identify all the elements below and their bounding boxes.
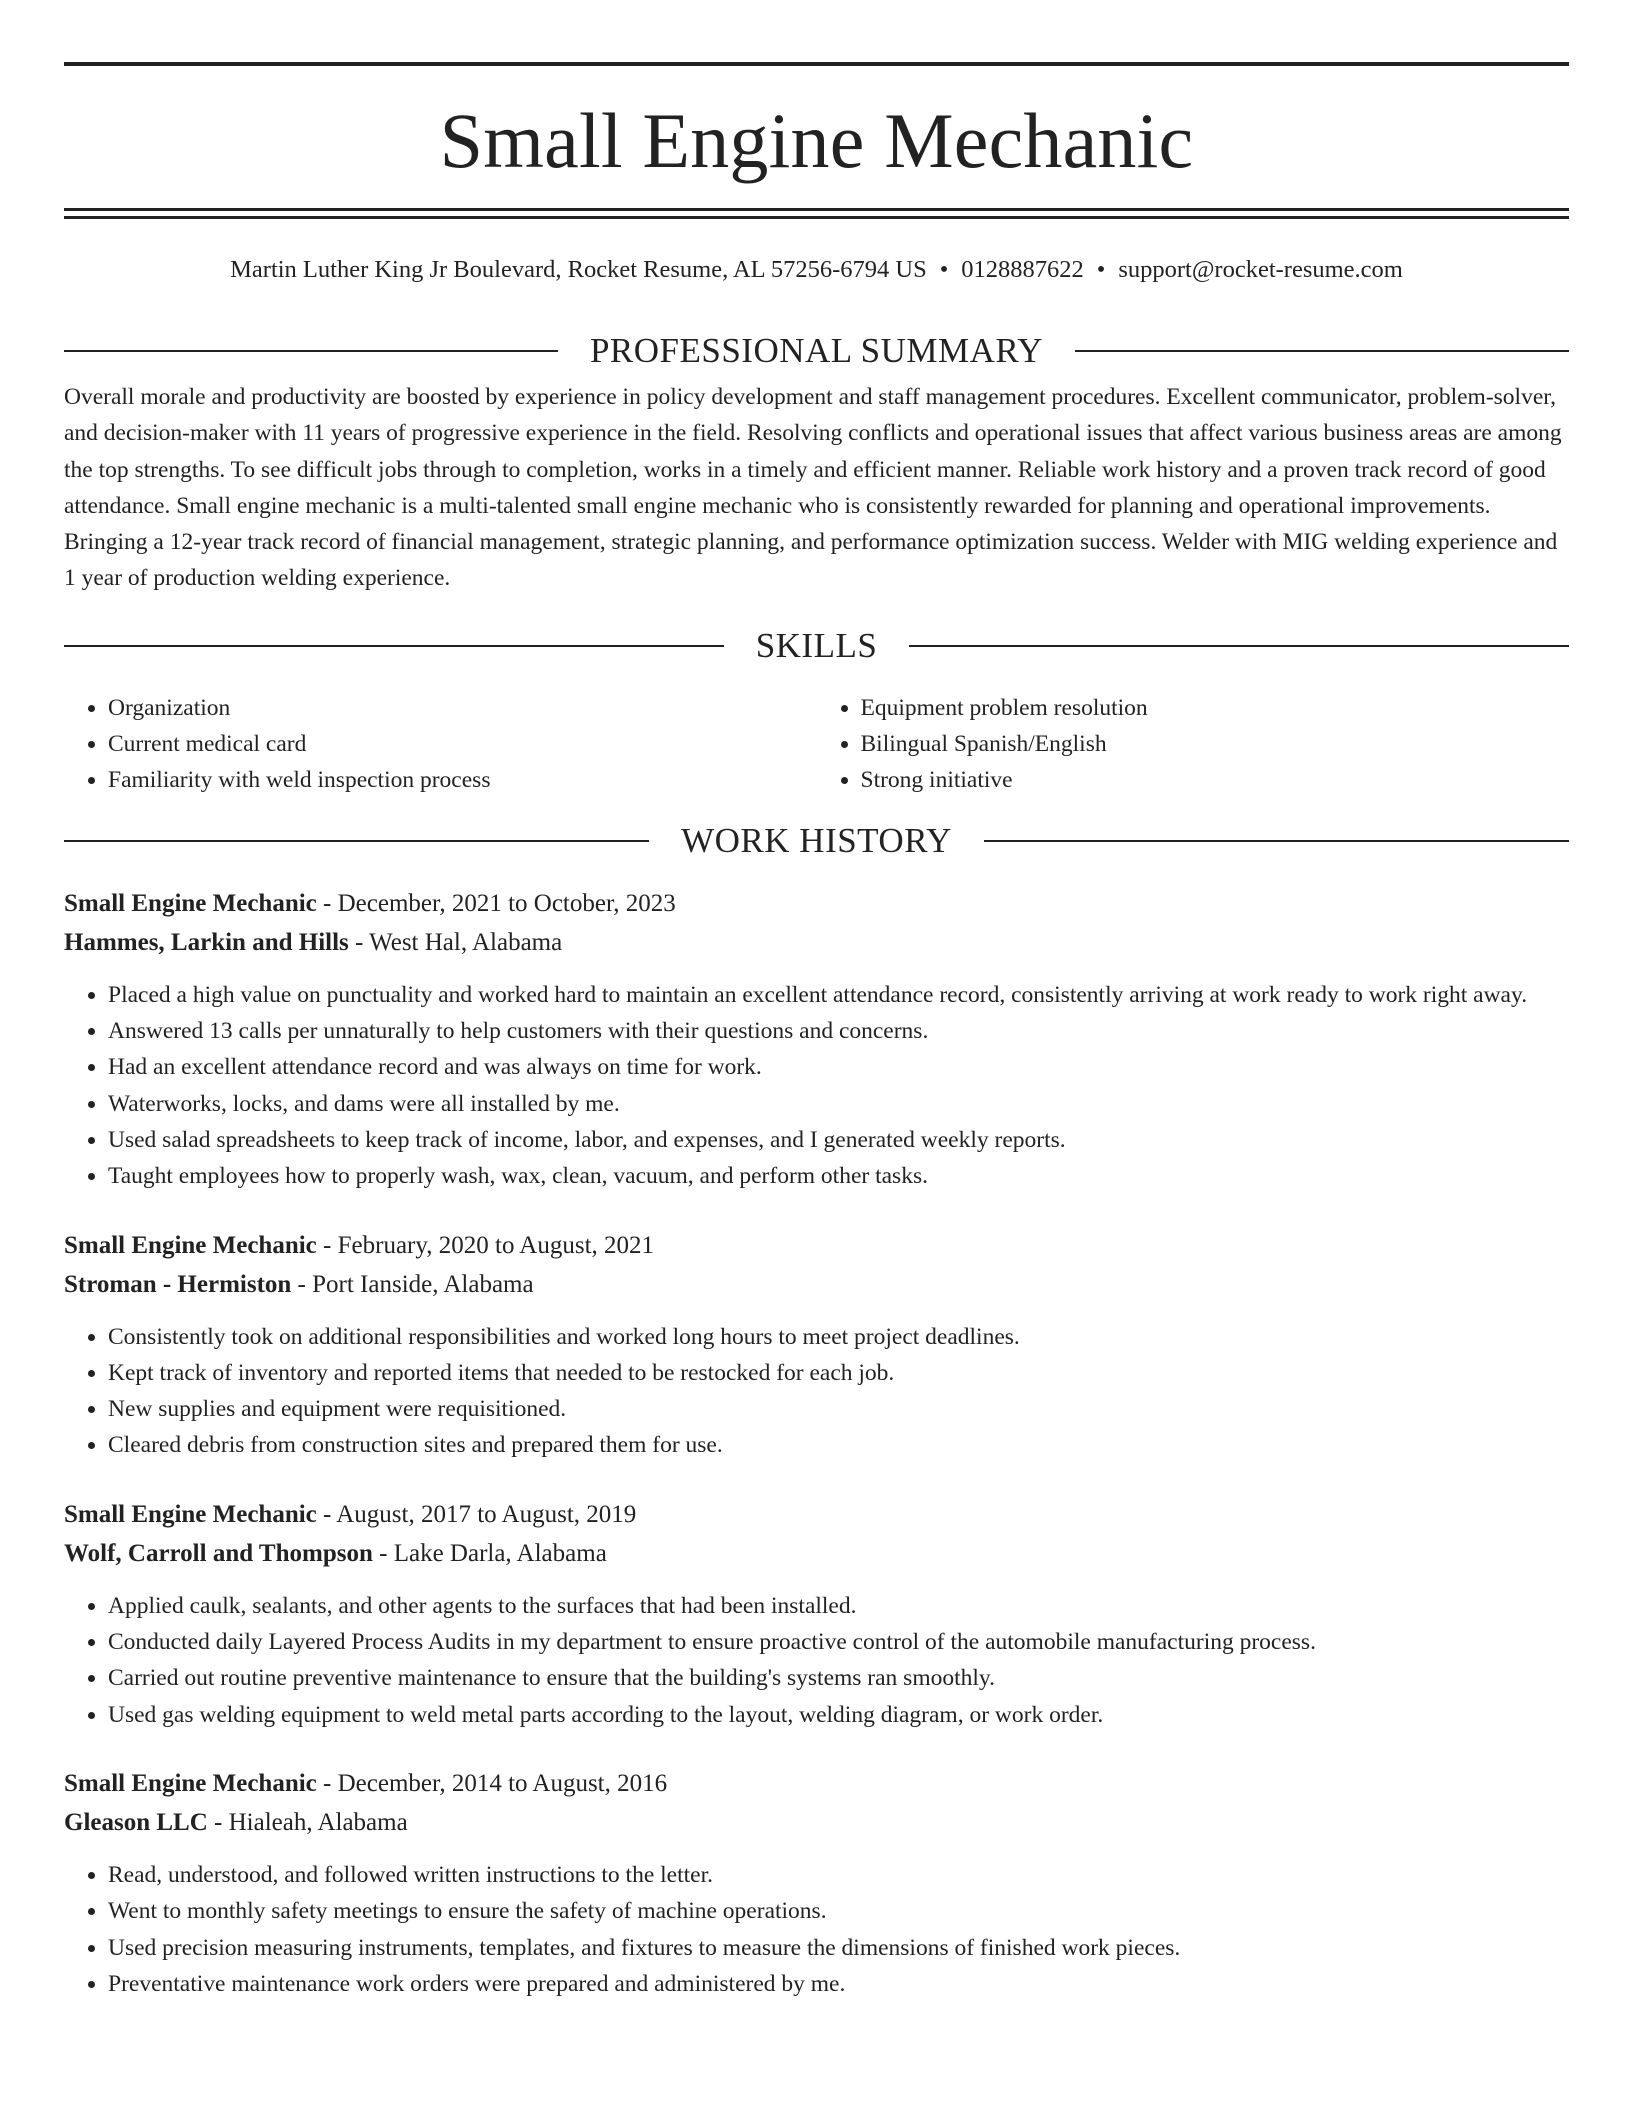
job-dates: - August, 2017 to August, 2019 (316, 1500, 637, 1528)
job-title-line (64, 1764, 1569, 1803)
job-bullet: • Went to monthly safety meetings to ensure the safety of machine operations. (108, 1893, 1569, 1929)
job-company: Hammes, Larkin and Hills (64, 928, 349, 956)
section-title-skills: SKILLS (755, 625, 878, 665)
job-location: - Lake Darla, Alabama (372, 1539, 607, 1567)
summary-text: Overall morale and productivity are boosted by experience in policy development and staff management procedures. Excellent communicator, problem-solver, and decision-maker with 11 years of progressive experience in the field. Resolving conflicts and operational issues that affect various business areas are among the top strengths. To see difficult jobs through to completion, works in a timely and efficient manner. Reliable work history and a proven track record of good attendance. Small engine mechanic is a multi-talented small engine mechanic who is consistently rewarded for planning and operational improvements. Bringing a 12-year track record of financial management, strategic planning, and performance optimization success. Welder with MIG welding experience and 1 year of production welding experience. (64, 384, 1562, 592)
skills-column-right (817, 690, 1570, 798)
top-rule (64, 62, 1569, 66)
section-heading-summary (64, 331, 1569, 371)
job-bullet: • Taught employees how to properly wash, wax, clean, vacuum, and perform other tasks. (108, 1158, 1569, 1194)
job-company-line (64, 1803, 1569, 1842)
job-company-line (64, 1534, 1569, 1573)
job-dates: - February, 2020 to August, 2021 (316, 1231, 655, 1259)
job-bullet: • Placed a high value on punctuality and worked hard to maintain an excellent attendance record, consistently arriving at work ready to work right away. (108, 977, 1569, 1013)
section-heading-work-history (64, 821, 1569, 861)
heading-rule (984, 840, 1569, 842)
job-bullet: • Applied caulk, sealants, and other agents to the surfaces that had been installed. (108, 1588, 1569, 1624)
job-entry (64, 1495, 1569, 1733)
job-title-line (64, 884, 1569, 923)
skills-column-left (64, 690, 817, 798)
job-bullets (64, 1857, 1569, 2002)
job-bullets (64, 1588, 1569, 1733)
job-bullet: • Waterworks, locks, and dams were all installed by me. (108, 1086, 1569, 1122)
job-dates: - December, 2014 to August, 2016 (316, 1769, 668, 1797)
contact-separator: • (1096, 256, 1106, 283)
skill-item: • Equipment problem resolution (861, 690, 1570, 726)
job-location: - Port Ianside, Alabama (291, 1270, 534, 1298)
job-title: Small Engine Mechanic (64, 889, 317, 917)
job-company: Wolf, Carroll and Thompson (64, 1539, 373, 1567)
heading-rule (64, 840, 649, 842)
job-bullets (64, 977, 1569, 1195)
contact-separator: • (939, 256, 949, 283)
section-title-summary: PROFESSIONAL SUMMARY (589, 331, 1044, 370)
job-title: Small Engine Mechanic (64, 1231, 317, 1259)
job-location: - West Hal, Alabama (348, 928, 563, 956)
job-company: Stroman - Hermiston (64, 1270, 292, 1298)
section-heading-skills (64, 626, 1569, 666)
contact-line (64, 255, 1569, 285)
job-title: Small Engine Mechanic (64, 1500, 317, 1528)
contact-address: Martin Luther King Jr Boulevard, Rocket Resume, AL 57256-6794 US (230, 256, 927, 283)
skill-item: • Bilingual Spanish/English (861, 726, 1570, 762)
skill-item: • Current medical card (108, 726, 817, 762)
heading-rule (64, 350, 558, 352)
job-bullet: • Kept track of inventory and reported items that needed to be restocked for each job. (108, 1355, 1569, 1391)
job-title-line (64, 1495, 1569, 1534)
job-title: Small Engine Mechanic (64, 1769, 317, 1797)
skill-item: • Familiarity with weld inspection process (108, 762, 817, 798)
skill-item: • Organization (108, 690, 817, 726)
job-title-line (64, 1226, 1569, 1265)
job-bullet: • Conducted daily Layered Process Audits in my department to ensure proactive control of the automobile manufacturing process. (108, 1624, 1569, 1660)
job-bullets (64, 1319, 1569, 1464)
job-location: - Hialeah, Alabama (207, 1808, 408, 1836)
job-dates: - December, 2021 to October, 2023 (316, 889, 676, 917)
title-double-rule (64, 208, 1569, 219)
job-entry (64, 1764, 1569, 2002)
resume-title: Small Engine Mechanic (439, 97, 1194, 184)
job-bullet: • Used salad spreadsheets to keep track of income, labor, and expenses, and I generated weekly reports. (108, 1122, 1569, 1158)
job-company-line (64, 1265, 1569, 1304)
skill-item: • Strong initiative (861, 762, 1570, 798)
section-title-work-history: WORK HISTORY (681, 820, 952, 860)
job-bullet: • Had an excellent attendance record and was always on time for work. (108, 1049, 1569, 1085)
contact-phone: 0128887622 (961, 256, 1084, 283)
job-bullet: • Used gas welding equipment to weld metal parts according to the layout, welding diagram, or work order. (108, 1697, 1569, 1733)
job-bullet: • Read, understood, and followed written instructions to the letter. (108, 1857, 1569, 1893)
job-bullet: • Used precision measuring instruments, templates, and fixtures to measure the dimensions of finished work pieces. (108, 1930, 1569, 1966)
job-bullet: • Consistently took on additional responsibilities and worked long hours to meet project deadlines. (108, 1319, 1569, 1355)
job-entry (64, 884, 1569, 1195)
job-bullet: • New supplies and equipment were requisitioned. (108, 1391, 1569, 1427)
contact-email: support@rocket-resume.com (1118, 256, 1403, 283)
job-bullet: • Preventative maintenance work orders were prepared and administered by me. (108, 1966, 1569, 2002)
heading-rule (1075, 350, 1569, 352)
job-bullet: • Cleared debris from construction sites and prepared them for use. (108, 1427, 1569, 1463)
job-company-line (64, 923, 1569, 962)
resume-page (64, 0, 1569, 2002)
heading-rule (909, 645, 1569, 647)
job-bullet: • Answered 13 calls per unnaturally to help customers with their questions and concerns. (108, 1013, 1569, 1049)
job-company: Gleason LLC (64, 1808, 208, 1836)
heading-rule (64, 645, 724, 647)
job-entry (64, 1226, 1569, 1464)
skills-list (64, 690, 1569, 798)
job-bullet: • Carried out routine preventive maintenance to ensure that the building's systems ran smoothly. (108, 1660, 1569, 1696)
